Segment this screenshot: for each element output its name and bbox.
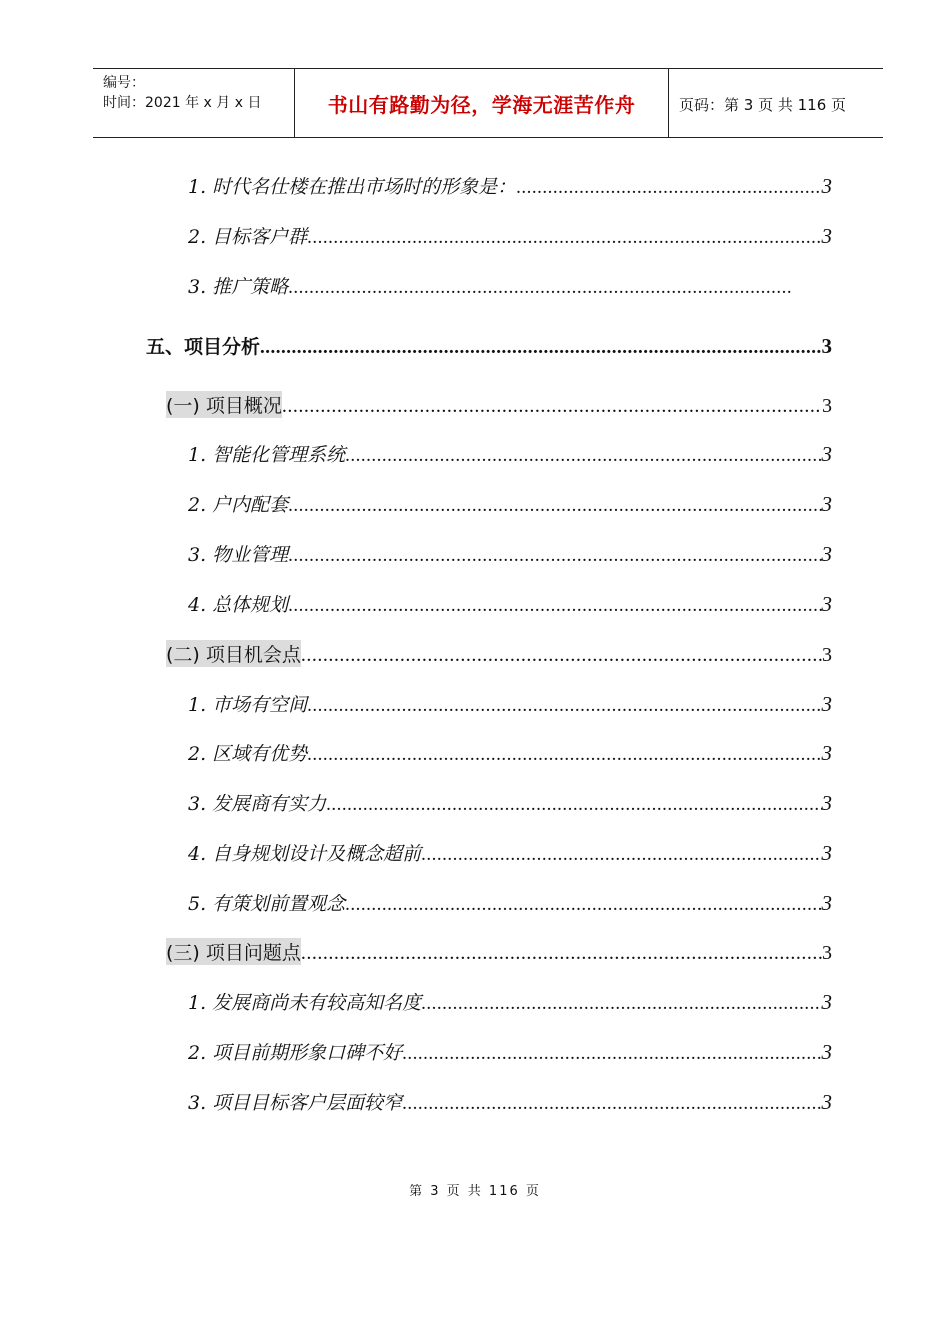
toc-entry-label: 1. 智能化管理系统 <box>188 444 346 466</box>
toc-entry-label: 2. 项目前期形象口碑不好 <box>188 1042 403 1064</box>
toc-section-entry[interactable] <box>166 938 832 965</box>
toc-leader <box>402 1093 821 1115</box>
toc-entry-label: 1. 发展商尚未有较高知名度 <box>188 992 422 1014</box>
toc-leader <box>288 277 792 299</box>
toc-entry-page: 3 <box>821 1090 832 1114</box>
toc-entry-label: 3. 物业管理 <box>188 544 289 566</box>
toc-entry-page: 3 <box>821 174 832 198</box>
toc-entry-page: 3 <box>821 224 832 248</box>
toc-entry-page: 3 <box>821 334 832 358</box>
toc-leader <box>288 595 821 617</box>
toc-leader <box>301 942 822 965</box>
toc-leader <box>421 844 821 866</box>
toc-leader <box>421 993 821 1015</box>
toc-entry-label: 1. 时代名仕楼在推出市场时的形象是： <box>188 176 517 198</box>
toc-chapter-entry[interactable] <box>146 332 832 359</box>
toc-leader <box>516 177 821 199</box>
header-page-info: 页码：第 3 页 共 116 页 <box>679 96 847 114</box>
toc-entry-label: 3. 推广策略 <box>188 276 289 298</box>
toc-entry-label: (二) 项目机会点 <box>166 640 301 667</box>
toc-leader <box>402 1043 821 1065</box>
toc-entry[interactable] <box>188 839 832 866</box>
toc-entry-page: 3 <box>821 841 832 865</box>
toc-entry-page: 3 <box>821 692 832 716</box>
toc-entry-page: 3 <box>821 791 832 815</box>
toc-leader <box>260 337 821 359</box>
toc-entry[interactable] <box>188 889 832 916</box>
toc-entry[interactable] <box>188 440 832 467</box>
toc-entry-label: 5. 有策划前置观念 <box>188 893 346 915</box>
toc-entry-page: 3 <box>822 395 832 417</box>
header-motto: 书山有路勤为径，学海无涯苦作舟 <box>327 93 636 117</box>
toc-entry-page: 3 <box>821 1040 832 1064</box>
toc-section-entry[interactable] <box>166 391 832 418</box>
toc-entry-label: 1. 市场有空间 <box>188 694 308 716</box>
toc-entry-label: 五、项目分析 <box>146 336 261 358</box>
toc-entry-label: (三) 项目问题点 <box>166 938 301 965</box>
toc-entry[interactable] <box>188 540 832 567</box>
toc-entry-page: 3 <box>821 542 832 566</box>
page-footer: 第 3 页 共 116 页 <box>409 1184 541 1199</box>
toc-leader <box>307 695 821 717</box>
toc-leader <box>307 227 821 249</box>
document-time-label: 时间：2021 年 x 月 x 日 <box>103 95 262 111</box>
toc-section-entry[interactable] <box>166 640 832 667</box>
toc-entry-label: 4. 自身规划设计及概念超前 <box>188 843 422 865</box>
toc-entry-page: 3 <box>822 644 832 666</box>
toc-leader <box>326 794 821 816</box>
toc-entry-label: 3. 发展商有实力 <box>188 793 327 815</box>
toc-leader <box>301 644 822 667</box>
toc-entry-page: 3 <box>821 492 832 516</box>
toc-entry-page: 3 <box>821 990 832 1014</box>
toc-entry-label: 2. 区域有优势 <box>188 743 308 765</box>
toc-entry-page: 3 <box>821 741 832 765</box>
toc-leader <box>345 445 821 467</box>
toc-entry-page: 3 <box>821 442 832 466</box>
toc-leader <box>307 744 821 766</box>
toc-entry[interactable] <box>188 690 832 717</box>
toc-entry-page: 3 <box>821 592 832 616</box>
toc-entry[interactable] <box>188 1088 832 1115</box>
toc-entry[interactable] <box>188 789 832 816</box>
toc-entry[interactable] <box>188 988 832 1015</box>
toc-entry-page: 3 <box>822 942 832 964</box>
toc-entry-label: (一) 项目概况 <box>166 391 282 418</box>
toc-leader <box>288 495 821 517</box>
toc-entry-page: 3 <box>821 891 832 915</box>
toc-entry-label: 4. 总体规划 <box>188 594 289 616</box>
toc-entry-label: 2. 户内配套 <box>188 494 289 516</box>
toc-leader <box>288 545 821 567</box>
toc-leader <box>345 894 821 916</box>
toc-entry-label: 3. 项目目标客户层面较窄 <box>188 1092 403 1114</box>
toc-entry[interactable] <box>188 490 832 517</box>
toc-entry[interactable] <box>188 172 832 199</box>
toc-entry[interactable] <box>188 590 832 617</box>
toc-entry[interactable] <box>188 272 792 299</box>
toc-leader <box>282 395 822 418</box>
toc-entry-label: 2. 目标客户群 <box>188 226 308 248</box>
toc-entry[interactable] <box>188 739 832 766</box>
toc-entry[interactable] <box>188 1038 832 1065</box>
toc-entry[interactable] <box>188 222 832 249</box>
document-number-label: 编号： <box>103 75 145 91</box>
